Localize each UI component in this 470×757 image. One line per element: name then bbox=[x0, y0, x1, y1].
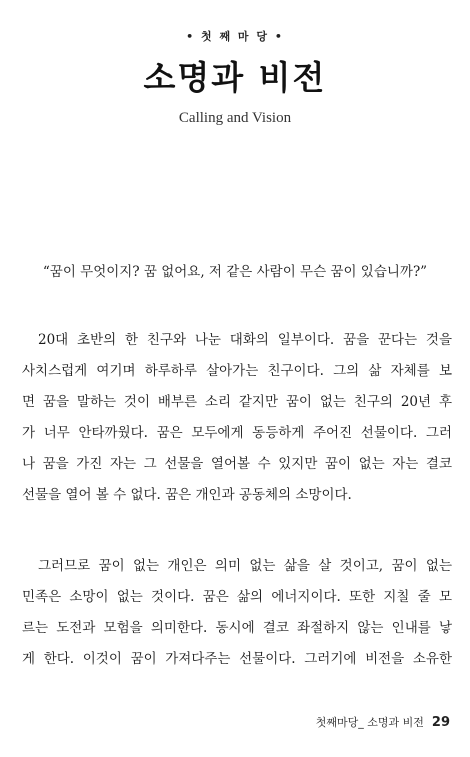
page-subtitle: Calling and Vision bbox=[178, 110, 292, 126]
chapter-label: • 첫 째 마 당 • bbox=[186, 30, 284, 43]
text-line: 게 한다. 이것이 꿈이 가져다주는 선물이다. 그러기에 비전을 소유한 bbox=[22, 651, 452, 667]
page-title: 소명과 비전 bbox=[143, 58, 327, 97]
text-line: 선물을 열어 볼 수 없다. 꿈은 개인과 공동체의 소망이다. bbox=[22, 487, 352, 503]
page-footer bbox=[316, 714, 450, 730]
footer-section-title: 첫째마당_ 소명과 비전 bbox=[315, 716, 424, 729]
text-line: 나 꿈을 가진 자는 그 선물을 열어볼 수 있지만 꿈이 없는 자는 결코 bbox=[22, 456, 452, 472]
opening-quote: “꿈이 무엇이지? 꿈 없어요, 저 같은 사람이 무슨 꿈이 있습니까?” bbox=[42, 264, 428, 280]
text-line: 르는 도전과 모험을 의미한다. 동시에 결코 좌절하지 않는 인내를 낳 bbox=[22, 620, 452, 636]
text-line: 가 너무 안타까웠다. 꿈은 모두에게 동등하게 주어진 선물이다. 그러 bbox=[22, 425, 452, 441]
text-line: 사치스럽게 여기며 하루하루 살아가는 친구이다. 그의 삶 자체를 보 bbox=[22, 363, 452, 379]
text-line: 그러므로 꿈이 없는 개인은 의미 없는 삶을 살 것이고, 꿈이 없는 bbox=[38, 558, 452, 574]
text-line: 민족은 소망이 없는 것이다. 꿈은 삶의 에너지이다. 또한 지칠 줄 모 bbox=[22, 589, 452, 605]
text-line: 면 꿈을 말하는 것이 배부른 소리 같지만 꿈이 없는 친구의 20년 후 bbox=[22, 394, 452, 410]
text-line: 20대 초반의 한 친구와 나눈 대화의 일부이다. 꿈을 꾼다는 것을 bbox=[38, 332, 452, 348]
page-number: 29 bbox=[431, 715, 450, 730]
